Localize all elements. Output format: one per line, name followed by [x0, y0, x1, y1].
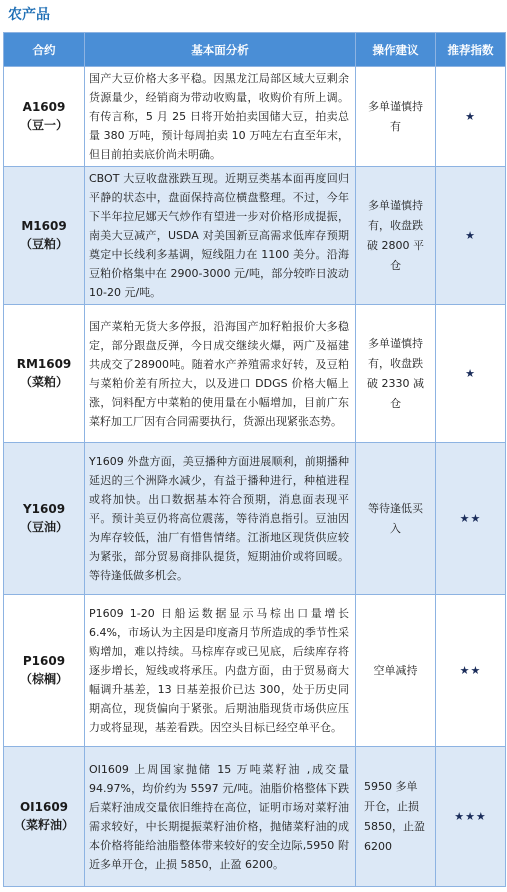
table-row	[4, 305, 506, 443]
contract-code: P1609	[22, 654, 66, 669]
contract-name: （菜籽油）	[13, 817, 74, 832]
contract-name: （豆粕）	[19, 236, 68, 251]
analysis-cell: 国产菜粕无货大多停报，沿海国产加籽粕报价大多稳定，部分跟盘反弹，今日成交继续火爆，两广及福建共成交了28900吨。随着水产养殖需求好转，及豆粕与菜粕价差有所拉大，以及进口 DDGS 价格大幅上涨，饲料配方中菜粕的使用量在小幅增加，目前广东菜籽加工厂因有合同需要执行，货源出现紧张态势。	[85, 305, 356, 443]
advice-cell: 5950 多单开仓，止损 5850，止盈 6200	[356, 747, 436, 887]
advice-cell: 多单谨慎持有，收盘跌破 2800 平仓	[356, 167, 436, 305]
rating-stars: ★	[436, 167, 506, 305]
analysis-cell: 国产大豆价格大多平稳。因黑龙江局部区域大豆剩余货源量少，经销商为带动收购量，收购价有所上调。有传言称，5 月 25 日将开始拍卖国储大豆，拍卖总量 380 万吨，预计每周拍卖 10 万吨左右直至年末，但目前拍卖底价尚未明确。	[85, 67, 356, 167]
analysis-cell: Y1609 外盘方面，美豆播种方面进展顺利，前期播种延迟的三个洲降水减少，有益于播种进行，种植进程或将加快。出口数据基本符合预期，消息面表现平平。预计美豆仍将高位震荡，等待消息指引。豆油因为库存较低，油厂有惜售情绪。江浙地区现货供应较为紧张，部分贸易商排队提货，短期油价或将回暖。等待逢低做多机会。	[85, 443, 356, 595]
contract-code: Y1609	[22, 502, 66, 517]
contract-name: （豆油）	[19, 519, 68, 534]
advice-cell: 等待逢低买入	[356, 443, 436, 595]
table-row	[4, 747, 506, 887]
contract-cell	[4, 167, 85, 305]
header-rating: 推荐指数	[436, 33, 506, 67]
contract-code: RM1609	[16, 357, 72, 372]
table-header-row	[4, 33, 506, 67]
rating-stars: ★	[436, 305, 506, 443]
table-row	[4, 443, 506, 595]
advice-cell: 多单谨慎持有	[356, 67, 436, 167]
contract-code: OI1609	[19, 800, 69, 815]
contract-name: （棕榈）	[19, 671, 68, 686]
header-advice: 操作建议	[356, 33, 436, 67]
contract-name: （菜粕）	[19, 374, 68, 389]
analysis-cell: OI1609 上周国家抛储 15 万吨菜籽油 ,成交量 94.97%，均价约为 5597 元/吨。油脂价格整体下跌后菜籽油成交量依旧维持在高位，证明市场对菜籽油需求较好，中长期提振菜籽油价格，抛储菜籽油的成本价格将能给油脂整体带来较好的安全边际,5950 附近多单开仓，止损 5850，止盈 6200。	[85, 747, 356, 887]
header-analysis: 基本面分析	[85, 33, 356, 67]
header-contract: 合约	[4, 33, 85, 67]
contract-code: M1609	[21, 219, 67, 234]
advice-cell: 空单减持	[356, 595, 436, 747]
agri-futures-table	[3, 32, 506, 887]
table-row	[4, 67, 506, 167]
rating-stars: ★★	[436, 595, 506, 747]
rating-stars: ★★	[436, 443, 506, 595]
table-row	[4, 167, 506, 305]
contract-cell	[4, 443, 85, 595]
contract-cell	[4, 67, 85, 167]
rating-stars: ★★★	[436, 747, 506, 887]
contract-cell	[4, 595, 85, 747]
contract-cell	[4, 747, 85, 887]
contract-code: A1609	[22, 100, 66, 115]
analysis-cell: P1609 1-20 日船运数据显示马棕出口量增长 6.4%，市场认为主因是印度斋月节所造成的季节性采购增加，难以持续。马棕库存或已见底，后续库存将逐步增长，短线或将承压。内盘方面，由于贸易商大幅调升基差，13 日基差报价已达 300，处于历史同期高位，现货偏向于紧张。后期油脂现货市场供应压力或将显现，基差看跌。因空头目标已经空单平仓。	[85, 595, 356, 747]
rating-stars: ★	[436, 67, 506, 167]
section-title: 农产品	[8, 7, 50, 23]
table-row	[4, 595, 506, 747]
analysis-cell: CBOT 大豆收盘涨跌互现。近期豆类基本面再度回归平静的状态中，盘面保持高位横盘整理。不过，今年下半年拉尼娜天气炒作有望进一步对价格形成提振，南美大豆减产，USDA 对美国新豆高需求低库存预期奠定中长线利多基调，短线阻力在 1100 美分。沿海豆粕价格集中在 2900-3000 元/吨，部分较昨日波动 10-20 元/吨。	[85, 167, 356, 305]
contract-name: （豆一）	[19, 117, 68, 132]
advice-cell: 多单谨慎持有，收盘跌破 2330 减仓	[356, 305, 436, 443]
contract-cell	[4, 305, 85, 443]
